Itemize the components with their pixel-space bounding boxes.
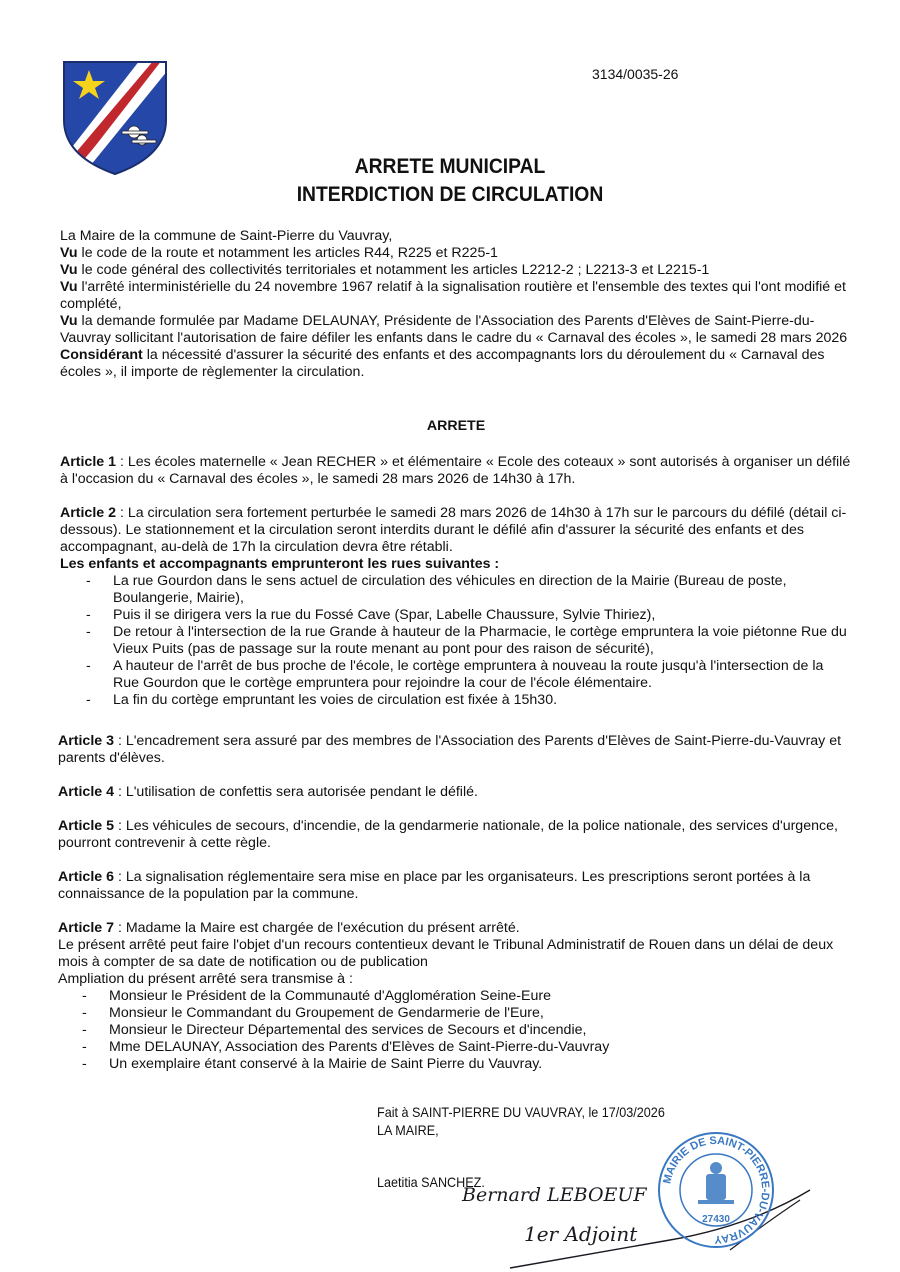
list-item: - Monsieur le Président de la Communauté d'Agglomération Seine-Eure [58, 988, 852, 1005]
signature-role: LA MAIRE, [377, 1122, 439, 1138]
preamble-vu-1: Vu le code de la route et notamment les articles R44, R225 et R225-1 [60, 245, 498, 261]
preamble [60, 228, 852, 381]
list-item: - De retour à l'intersection de la rue Grande à hauteur de la Pharmacie, le cortège empruntera la voie piétonne Rue du Vieux Puits (pas de passage sur la route menant au pont pour des raison de sécurité), [60, 624, 852, 658]
recipient-list [58, 988, 852, 1073]
seal-text: MAIRIE DE SAINT-PIERRE-DU-VAUVRAY [661, 1134, 772, 1246]
article-2-routes-heading: Les enfants et accompagnants emprunteront les rues suivantes : [60, 556, 500, 572]
handwritten-signature-role: 1er Adjoint [524, 1222, 638, 1246]
preamble-vu-4: Vu la demande formulée par Madame DELAUNAY, Présidente de l'Association des Parents d'Elèves de Saint-Pierre-du-Vauvray sollicitant l'autorisation de faire défiler les enfants dans le cadre du « Carnaval des écoles », le samedi 28 mars 2026 [60, 313, 848, 346]
list-item: - Puis il se dirigera vers la rue du Fossé Cave (Spar, Labelle Chaussure, Sylvie Thiriez), [60, 607, 852, 624]
mairie-seal-icon [656, 1130, 776, 1250]
list-item: - La fin du cortège empruntant les voies de circulation est fixée à 15h30. [60, 692, 852, 709]
handwritten-signature-name: Bernard LEBOEUF [462, 1184, 647, 1206]
preamble-considerant: Considérant la nécessité d'assurer la sécurité des enfants et des accompagnants lors du déroulement du « Carnaval des écoles », il importe de règlementer la circulation. [60, 347, 825, 380]
route-list [60, 573, 852, 709]
articles-block-2 [58, 733, 852, 1073]
ampliation-text: Ampliation du présent arrêté sera transmise à : [58, 971, 353, 987]
article-7: Article 7 : Madame la Maire est chargée de l'exécution du présent arrêté. [58, 920, 520, 936]
title-interdiction: INTERDICTION DE CIRCULATION [296, 183, 604, 206]
title-arrete-municipal: ARRETE MUNICIPAL [354, 155, 546, 178]
list-item: - Monsieur le Commandant du Groupement de Gendarmerie de l'Eure, [58, 1005, 852, 1022]
recours-text: Le présent arrêté peut faire l'objet d'un recours contentieux devant le Tribunal Administratif de Rouen dans un délai de deux mois à compter de sa date de notification ou de publication [58, 937, 834, 970]
list-item: - Mme DELAUNAY, Association des Parents d'Elèves de Saint-Pierre-du-Vauvray [58, 1039, 852, 1056]
article-5: Article 5 : Les véhicules de secours, d'incendie, de la gendarmerie nationale, de la police nationale, des services d'urgence, pourront contrevenir à cette règle. [58, 818, 838, 851]
list-item: - A hauteur de l'arrêt de bus proche de l'école, le cortège empruntera à nouveau la route jusqu'à l'intersection de la Rue Gourdon que le cortège empruntera pour rejoindre la cour de l'école élémentaire. [60, 658, 852, 692]
arrete-heading: ARRETE [426, 418, 486, 434]
list-item: - Un exemplaire étant conservé à la Mairie de Saint Pierre du Vauvray. [58, 1056, 852, 1073]
preamble-vu-2: Vu le code général des collectivités territoriales et notamment les articles L2212-2 ; L2213-3 et L2215-1 [60, 262, 710, 278]
seal-code: 27430 [702, 1214, 730, 1225]
article-2: Article 2 : La circulation sera fortement perturbée le samedi 28 mars 2026 de 14h30 à 17h sur le parcours du défilé (détail ci-dessous). Le stationnement et la circulation seront interdits durant le défilé afin d'assurer la sécurité des enfants et des accompagnant, au-delà de 17h la circulation devra être rétabli. [60, 505, 847, 555]
signature-name: Laetitia SANCHEZ. [377, 1174, 485, 1190]
list-item: - Monsieur le Directeur Départemental des services de Secours et d'incendie, [58, 1022, 852, 1039]
reference-number: 3134/0035-26 [592, 66, 679, 82]
article-4: Article 4 : L'utilisation de confettis sera autorisée pendant le défilé. [58, 784, 478, 800]
article-6: Article 6 : La signalisation réglementaire sera mise en place par les organisateurs. Les prescriptions seront portées à la connaissance de la population par la commune. [58, 869, 811, 902]
article-1: Article 1 : Les écoles maternelle « Jean RECHER » et élémentaire « Ecole des coteaux » sont autorisés à organiser un défilé à l'occasion du « Carnaval des écoles », le samedi 28 mars 2026 de 14h30 à 17h. [60, 454, 851, 487]
list-item: - La rue Gourdon dans le sens actuel de circulation des véhicules en direction de la Mairie (Bureau de poste, Boulangerie, Mairie), [60, 573, 852, 607]
signature-place-date: Fait à SAINT-PIERRE DU VAUVRAY, le 17/03/2026 [377, 1104, 665, 1120]
preamble-vu-3: Vu l'arrêté interministérielle du 24 novembre 1967 relatif à la signalisation routière et l'ensemble des textes qui l'ont modifié et complété, [60, 279, 846, 312]
preamble-mayor: La Maire de la commune de Saint-Pierre du Vauvray, [60, 228, 393, 244]
articles-block-1 [60, 454, 852, 709]
article-3: Article 3 : L'encadrement sera assuré par des membres de l'Association des Parents d'Elèves de Saint-Pierre-du-Vauvray et parents d'élèves. [58, 733, 842, 766]
